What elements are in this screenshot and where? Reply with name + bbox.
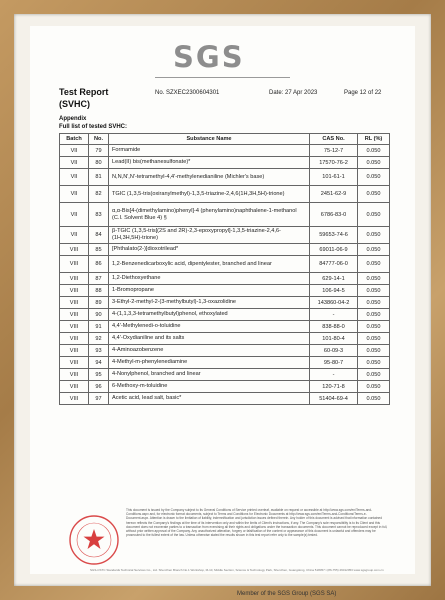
table-header-row xyxy=(60,134,390,145)
report-title-line2: (SVHC) xyxy=(59,99,90,109)
substance-name-cell: α,α-Bis[4-(dimethylamino)phenyl]-4 (phenylamino)naphthalene-1-methanol (C.I. Solvent Blue 4) § xyxy=(109,203,310,227)
batch-cell: VIII xyxy=(60,256,89,273)
inspection-seal-stamp xyxy=(68,514,120,566)
number-cell: 86 xyxy=(89,256,109,273)
cas-number-cell: - xyxy=(310,309,358,321)
substance-name-cell: 4-Aminoazobenzene xyxy=(109,345,310,357)
batch-cell: VIII xyxy=(60,297,89,309)
table-row xyxy=(60,273,390,285)
number-cell: 95 xyxy=(89,369,109,381)
batch-cell: VIII xyxy=(60,273,89,285)
number-cell: 79 xyxy=(89,145,109,157)
svhc-table xyxy=(59,133,390,405)
cas-number-cell: 629-14-1 xyxy=(310,273,358,285)
table-row xyxy=(60,297,390,309)
substance-name-cell: Lead(II) bis(methanesulfonate)* xyxy=(109,157,310,169)
sgs-logo: SGS xyxy=(173,40,245,74)
substance-name-cell: β-TGIC (1,3,5-tris[(2S and 2R)-2,3-epoxypropyl]-1,3,5-triazine-2,4,6-(1H,3H,5H)-trione) xyxy=(109,227,310,244)
reporting-limit-cell: 0.050 xyxy=(358,309,390,321)
reporting-limit-cell: 0.050 xyxy=(358,369,390,381)
substance-name-cell: 4-Nonylphenol, branched and linear xyxy=(109,369,310,381)
table-row xyxy=(60,369,390,381)
reporting-limit-cell: 0.050 xyxy=(358,227,390,244)
company-address: SGS-CSTC Standards Technical Services Co., Ltd. Shenzhen Branch No.1 Workshop, M-10, Middle Section, Science & Technology Park, Shenzhen, Guangdong, China 518057 t (86-755) 26012053 www.sgsgroup.com.cn xyxy=(90,568,384,572)
table-row xyxy=(60,321,390,333)
reporting-limit-cell: 0.050 xyxy=(358,157,390,169)
cas-number-cell: 60-09-3 xyxy=(310,345,358,357)
cas-number-cell: 75-12-7 xyxy=(310,145,358,157)
reporting-limit-cell: 0.050 xyxy=(358,285,390,297)
substance-name-cell: [Phthalato(2-)]dioxotrilead* xyxy=(109,244,310,256)
number-cell: 84 xyxy=(89,227,109,244)
cas-number-cell: 69011-06-9 xyxy=(310,244,358,256)
appendix-subtitle: Full list of tested SVHC: xyxy=(59,124,128,130)
substance-name-cell: 1,2-Diethoxyethane xyxy=(109,273,310,285)
col-header-batch: Batch xyxy=(60,134,89,145)
batch-cell: VII xyxy=(60,227,89,244)
reporting-limit-cell: 0.050 xyxy=(358,333,390,345)
number-cell: 82 xyxy=(89,186,109,203)
substance-name-cell: 4-(1,1,3,3-tetramethylbutyl)phenol, ethoxylated xyxy=(109,309,310,321)
cas-number-cell: - xyxy=(310,369,358,381)
table-row xyxy=(60,203,390,227)
reporting-limit-cell: 0.050 xyxy=(358,321,390,333)
reporting-limit-cell: 0.050 xyxy=(358,273,390,285)
reporting-limit-cell: 0.050 xyxy=(358,345,390,357)
substance-name-cell: TGIC (1,3,5-tris(oxiranylmethyl)-1,3,5-triazine-2,4,6(1H,3H,5H)-trione) xyxy=(109,186,310,203)
substance-name-cell: 4,4'-Methylenedi-o-toluidine xyxy=(109,321,310,333)
batch-cell: VII xyxy=(60,145,89,157)
appendix-label: Appendix xyxy=(59,116,87,122)
table-row xyxy=(60,333,390,345)
table-row xyxy=(60,357,390,369)
substance-name-cell: 4-Methyl-m-phenylenediamine xyxy=(109,357,310,369)
cas-number-cell: 51404-69-4 xyxy=(310,393,358,405)
terms-and-conditions: This document is issued by the Company subject to its General Conditions of Service printed overleaf, available on request or accessible at http://www.sgs.com/en/Terms-and-Conditions.aspx and, for electronic format documents, subject to Terms and Conditions for Electronic Documents at http://www.sgs.com/en/Terms-and-Conditions/Terms-e-Document.aspx. Attention is drawn to the limitation of liability, indemnification and jurisdiction issues defined therein. Any holder of this document is advised that information contained hereon reflects the Company's findings at the time of its intervention only and within the limits of Client's instructions, if any. The Company's sole responsibility is to its Client and this document does not exonerate parties to a transaction from exercising all their rights and obligations under the transaction documents. This document cannot be reproduced except in full, without prior written approval of the Company. Any unauthorized alteration, forgery or falsification of the content or appearance of this document is unlawful and offenders may be prosecuted to the fullest extent of the law. Unless otherwise stated the results shown in this test report refer only to the sample(s) tested. xyxy=(126,508,388,538)
table-row xyxy=(60,345,390,357)
substance-name-cell: N,N,N',N'-tetramethyl-4,4'-methylenedianiline (Michler's base) xyxy=(109,169,310,186)
reporting-limit-cell: 0.050 xyxy=(358,169,390,186)
reporting-limit-cell: 0.050 xyxy=(358,186,390,203)
number-cell: 83 xyxy=(89,203,109,227)
report-number: No. SZXEC2300604301 xyxy=(155,90,220,96)
number-cell: 87 xyxy=(89,273,109,285)
batch-cell: VIII xyxy=(60,244,89,256)
number-cell: 81 xyxy=(89,169,109,186)
table-row xyxy=(60,186,390,203)
report-title-line1: Test Report xyxy=(59,87,109,97)
cas-number-cell: 2451-62-9 xyxy=(310,186,358,203)
reporting-limit-cell: 0.050 xyxy=(358,297,390,309)
col-header-no: No. xyxy=(89,134,109,145)
sgs-member-line: Member of the SGS Group (SGS SA) xyxy=(237,591,337,597)
cas-number-cell: 120-71-8 xyxy=(310,381,358,393)
reporting-limit-cell: 0.050 xyxy=(358,393,390,405)
table-row xyxy=(60,285,390,297)
cas-number-cell: 143860-04-2 xyxy=(310,297,358,309)
substance-name-cell: 3-Ethyl-2-methyl-2-(3-methylbutyl)-1,3-oxazolidine xyxy=(109,297,310,309)
substance-name-cell: Formamide xyxy=(109,145,310,157)
number-cell: 94 xyxy=(89,357,109,369)
cas-number-cell: 101-80-4 xyxy=(310,333,358,345)
reporting-limit-cell: 0.050 xyxy=(358,256,390,273)
batch-cell: VIII xyxy=(60,369,89,381)
table-row xyxy=(60,157,390,169)
col-header-cas: CAS No. xyxy=(310,134,358,145)
table-row xyxy=(60,256,390,273)
number-cell: 90 xyxy=(89,309,109,321)
batch-cell: VII xyxy=(60,186,89,203)
batch-cell: VIII xyxy=(60,333,89,345)
col-header-rl: RL (%) xyxy=(358,134,390,145)
cas-number-cell: 838-88-0 xyxy=(310,321,358,333)
report-page xyxy=(30,26,415,574)
logo-divider xyxy=(155,77,290,78)
cas-number-cell: 6786-83-0 xyxy=(310,203,358,227)
cas-number-cell: 84777-06-0 xyxy=(310,256,358,273)
batch-cell: VII xyxy=(60,157,89,169)
table-row xyxy=(60,145,390,157)
batch-cell: VIII xyxy=(60,309,89,321)
appendix-heading xyxy=(59,115,127,131)
substance-name-cell: 1-Bromopropane xyxy=(109,285,310,297)
substance-name-cell: 4,4'-Oxydianiline and its salts xyxy=(109,333,310,345)
cas-number-cell: 95-80-7 xyxy=(310,357,358,369)
batch-cell: VIII xyxy=(60,357,89,369)
number-cell: 89 xyxy=(89,297,109,309)
report-date: Date: 27 Apr 2023 xyxy=(269,90,318,96)
cas-number-cell: 59653-74-6 xyxy=(310,227,358,244)
substance-name-cell: 1,2-Benzenedicarboxylic acid, dipentylester, branched and linear xyxy=(109,256,310,273)
reporting-limit-cell: 0.050 xyxy=(358,357,390,369)
reporting-limit-cell: 0.050 xyxy=(358,145,390,157)
table-row xyxy=(60,393,390,405)
number-cell: 80 xyxy=(89,157,109,169)
table-row xyxy=(60,381,390,393)
substance-name-cell: Acetic acid, lead salt, basic* xyxy=(109,393,310,405)
table-row xyxy=(60,309,390,321)
batch-cell: VIII xyxy=(60,345,89,357)
substance-name-cell: 6-Methoxy-m-toluidine xyxy=(109,381,310,393)
number-cell: 85 xyxy=(89,244,109,256)
batch-cell: VII xyxy=(60,203,89,227)
cas-number-cell: 106-94-5 xyxy=(310,285,358,297)
table-row xyxy=(60,244,390,256)
batch-cell: VIII xyxy=(60,393,89,405)
batch-cell: VIII xyxy=(60,285,89,297)
table-row xyxy=(60,227,390,244)
batch-cell: VII xyxy=(60,169,89,186)
batch-cell: VIII xyxy=(60,321,89,333)
cas-number-cell: 17570-76-2 xyxy=(310,157,358,169)
number-cell: 96 xyxy=(89,381,109,393)
report-title xyxy=(59,86,108,110)
cas-number-cell: 101-61-1 xyxy=(310,169,358,186)
number-cell: 88 xyxy=(89,285,109,297)
number-cell: 97 xyxy=(89,393,109,405)
number-cell: 91 xyxy=(89,321,109,333)
col-header-substance: Substance Name xyxy=(109,134,310,145)
number-cell: 93 xyxy=(89,345,109,357)
reporting-limit-cell: 0.050 xyxy=(358,244,390,256)
page-number: Page 12 of 22 xyxy=(344,90,382,96)
number-cell: 92 xyxy=(89,333,109,345)
reporting-limit-cell: 0.050 xyxy=(358,381,390,393)
batch-cell: VIII xyxy=(60,381,89,393)
reporting-limit-cell: 0.050 xyxy=(358,203,390,227)
table-row xyxy=(60,169,390,186)
